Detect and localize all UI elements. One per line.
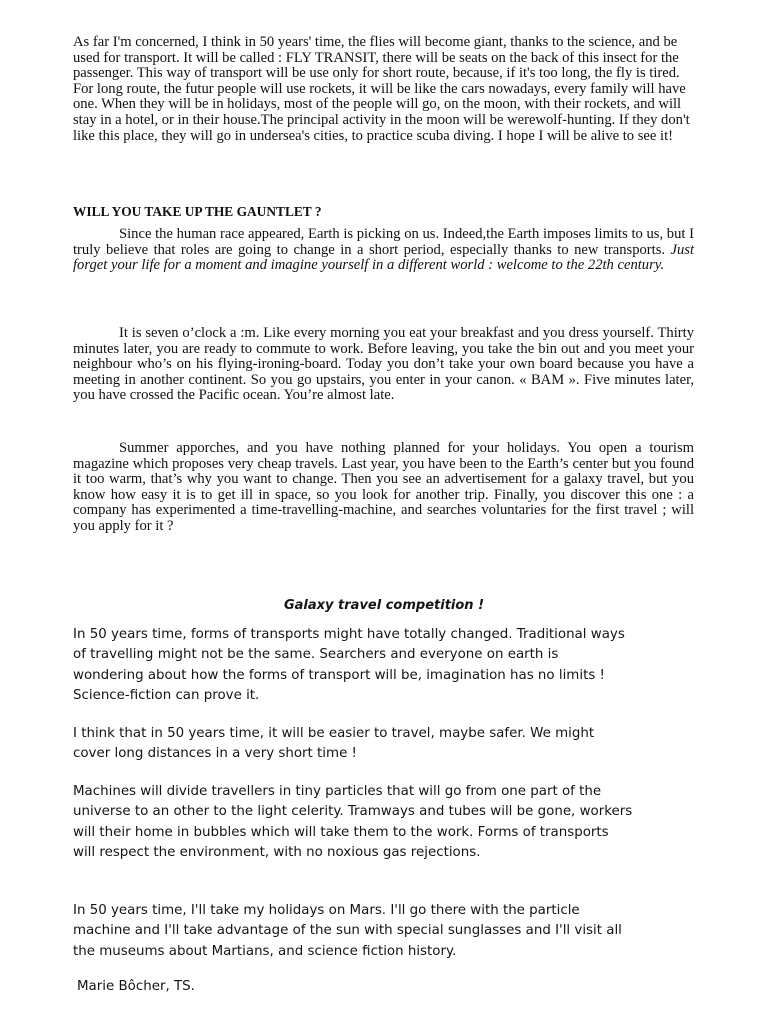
summer-paragraph <box>73 441 694 535</box>
galaxy-paragraph-1: In 50 years time, forms of transports might have totally changed. Traditional ways of travelling might not be the same. Searchers and everyone on earth is wondering about how the forms of transport will be, imagination has no limits ! Science-fiction can prove it. <box>73 627 625 703</box>
galaxy-paragraph-3: Machines will divide travellers in tiny particles that will go from one part of the universe to an other to the light celerity. Tramways and tubes will be gone, workers will their home in bubbles which will take them to the work. Forms of transports will respect the environment, with no noxious gas rejections. <box>73 784 633 860</box>
gauntlet-text: Since the human race appeared, Earth is picking on us. Indeed,the Earth imposes limits to us, but I truly believe that roles are going to change in a short period, especially thanks to new transports. <box>73 226 694 258</box>
morning-text: It is seven o’clock a :m. Like every morning you eat your breakfast and you dress yourself. Thirty minutes later, you are ready to commute to work. Before leaving, you take the bin out and you meet your neighbour who’s on his flying-ironing-board. Today you don’t take your own board because you have a meeting in another continent. So you go upstairs, you enter in your canon. « BAM ». Five minutes later, you have crossed the Pacific ocean. You’re almost late. <box>73 325 694 404</box>
gauntlet-paragraph <box>73 227 694 274</box>
summer-text: Summer apporches, and you have nothing planned for your holidays. You open a tourism magazine which proposes very cheap travels. Last year, you have been to the Earth’s center but you found it too warm, that’s why you want to change. Then you see an advertisement for a galaxy travel, but you know how easy it is to get ill in space, so you look for another trip. Finally, you discover this one : a company has experimented a time-travelling-machine, and searches voluntaries for the first travel ; will you apply for it ? <box>73 440 694 534</box>
intro-paragraph: As far I'm concerned, I think in 50 years' time, the flies will become giant, thanks to the science, and be used for transport. It will be called : FLY TRANSIT, there will be seats on the back of this insect for the passenger. This way of transport will be use only for short route, because, if it's too long, the fly is tired. For long route, the futur people will use rockets, it will be like the cars nowadays, every family will have one. When they will be in holidays, most of the people will go, on the moon, with their rockets, and will stay in a hotel, or in their house.The principal activity in the moon will be werewolf-hunting. If they don't like this place, they will go in undersea's cities, to practice scuba diving. I hope I will be alive to see it! <box>73 34 690 144</box>
galaxy-title: Galaxy travel competition ! <box>283 598 484 613</box>
galaxy-paragraph-2: I think that in 50 years time, it will be easier to travel, maybe safer. We might cover long distances in a very short time ! <box>73 726 595 762</box>
section-heading: WILL YOU TAKE UP THE GAUNTLET ? <box>73 204 322 219</box>
morning-paragraph <box>73 326 694 404</box>
gauntlet-italic-text: Just forget your life for a moment and imagine yourself in a different world : welcome to the 22th century. <box>73 241 694 274</box>
galaxy-paragraph-4: In 50 years time, I'll take my holidays on Mars. I'll go there with the particle machine and I'll take advantage of the sun with special sunglasses and I'll visit all the museums about Martians, and science fiction history. <box>73 903 622 959</box>
author-signature: Marie Bôcher, TS. <box>77 979 195 994</box>
